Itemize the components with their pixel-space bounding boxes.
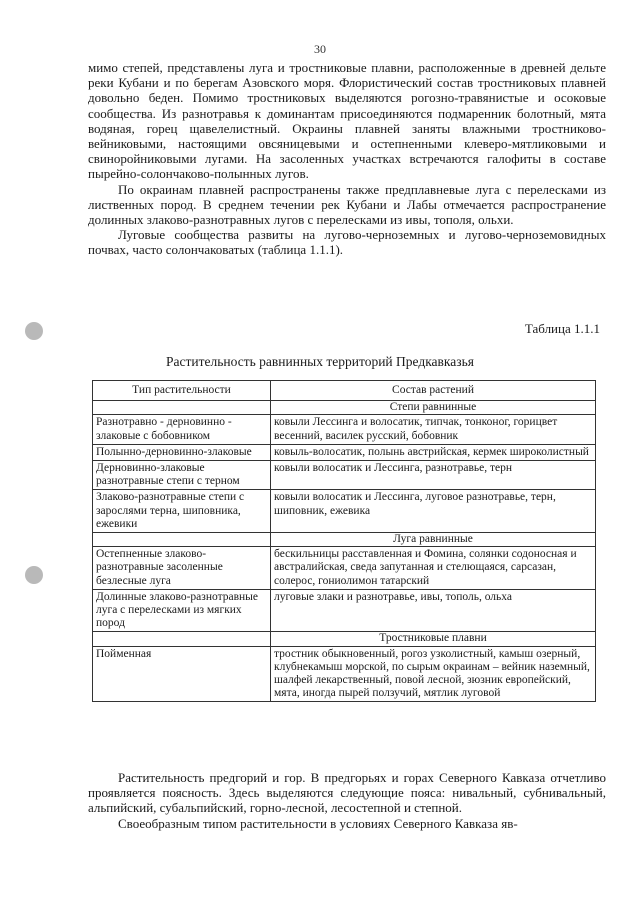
vegetation-type-cell: Пойменная (93, 646, 271, 702)
paragraph: Луговые сообщества развиты на лугово-черноземных и лугово-черноземовидных почвах, часто солончаковатых (таблица 1.1.1). (88, 227, 606, 258)
binder-hole (25, 566, 43, 584)
plant-composition-cell: луговые злаки и разнотравье, ивы, тополь, ольха (271, 589, 596, 632)
vegetation-type-cell: Долинные злаково-разнотравные луга с перелесками из мягких пород (93, 589, 271, 632)
plant-composition-cell: ковыль-волосатик, полынь австрийская, кермек широколистный (271, 444, 596, 460)
section-row (93, 632, 596, 646)
paragraph: мимо степей, представлены луга и тростниковые плавни, расположенные в древней дельте реки Кубани и по берегам Азовского моря. Флористический состав тростниковых плавней довольно беден. Помимо тростниковых выделяются рогозно-травянистые и осоковые сообщества. Из разнотравья к доминантам присоединяются подмаренник болотный, мята водяная, горец щавелелистный. Окраины плавней заняты влажными тростниково-вейниковыми, настоящими овсяницевыми и остепненными клеверо-мятликовыми и свиноройниковыми лугами. На засоленных участках встречаются галофиты в составе пырейно-солончаково-полынных лугов. (88, 60, 606, 182)
paragraph: Растительность предгорий и гор. В предгорьях и горах Северного Кавказа отчетливо проявляется поясность. Здесь выделяются следующие пояса: нивальный, субнивальный, альпийский, субальпийский, горно-лесной, лесостепной и степной. (88, 770, 606, 816)
vegetation-type-cell: Разнотравно - дерновинно - злаковые с бобовником (93, 415, 271, 444)
table-row (93, 461, 596, 490)
table-header-row (93, 381, 596, 401)
page-number: 30 (314, 42, 326, 56)
section-title: Степи равнинные (271, 401, 596, 415)
body-text-bottom (88, 770, 606, 831)
vegetation-type-cell: Полынно-дерновинно-злаковые (93, 444, 271, 460)
binder-hole (25, 322, 43, 340)
table-row (93, 490, 596, 533)
plant-composition-cell: бескильницы расставленная и Фомина, солянки содоносная и австралийская, сведа запутанная и стелющаяся, сарсазан, солерос, гониолимон татарский (271, 547, 596, 590)
body-text-top (88, 60, 606, 258)
vegetation-type-cell: Остепненные злаково-разнотравные засоленные безлесные луга (93, 547, 271, 590)
plant-composition-cell: ковыли Лессинга и волосатик, типчак, тонконог, горицвет весенний, василек русский, бобовник (271, 415, 596, 444)
section-row (93, 401, 596, 415)
vegetation-type-cell: Дерновинно-злаковые разнотравные степи с терном (93, 461, 271, 490)
vegetation-table (92, 380, 596, 702)
vegetation-type-cell: Злаково-разнотравные степи с зарослями терна, шиповника, ежевики (93, 490, 271, 533)
section-row (93, 533, 596, 547)
table-row (93, 589, 596, 632)
section-title: Тростниковые плавни (271, 632, 596, 646)
table-row (93, 646, 596, 702)
table-title: Растительность равнинных территорий Предкавказья (166, 354, 474, 369)
column-header: Состав растений (271, 381, 596, 401)
plant-composition-cell: тростник обыкновенный, рогоз узколистный, камыш озерный, клубнекамыш морской, по сырым окраинам – вейник наземный, шалфей лекарственный, повой лесной, зюзник европейский, мята, иногда пырей ползучий, мятлик луговой (271, 646, 596, 702)
table-row (93, 547, 596, 590)
paragraph: Своеобразным типом растительности в условиях Северного Кавказа яв- (118, 815, 518, 831)
column-header: Тип растительности (93, 381, 271, 401)
section-title: Луга равнинные (271, 533, 596, 547)
table-label: Таблица 1.1.1 (524, 321, 600, 336)
plant-composition-cell: ковыли волосатик и Лессинга, разнотравье, терн (271, 461, 596, 490)
paragraph: По окраинам плавней распространены также предплавневые луга с перелесками из лиственных пород. В среднем течении рек Кубани и Лабы отмечается распространение долинных злаково-разнотравных лугов с перелесками из ивы, тополя, ольхи. (88, 181, 606, 228)
table-row (93, 444, 596, 460)
plant-composition-cell: ковыли волосатик и Лессинга, луговое разнотравье, терн, шиповник, ежевика (271, 490, 596, 533)
table-row (93, 415, 596, 444)
